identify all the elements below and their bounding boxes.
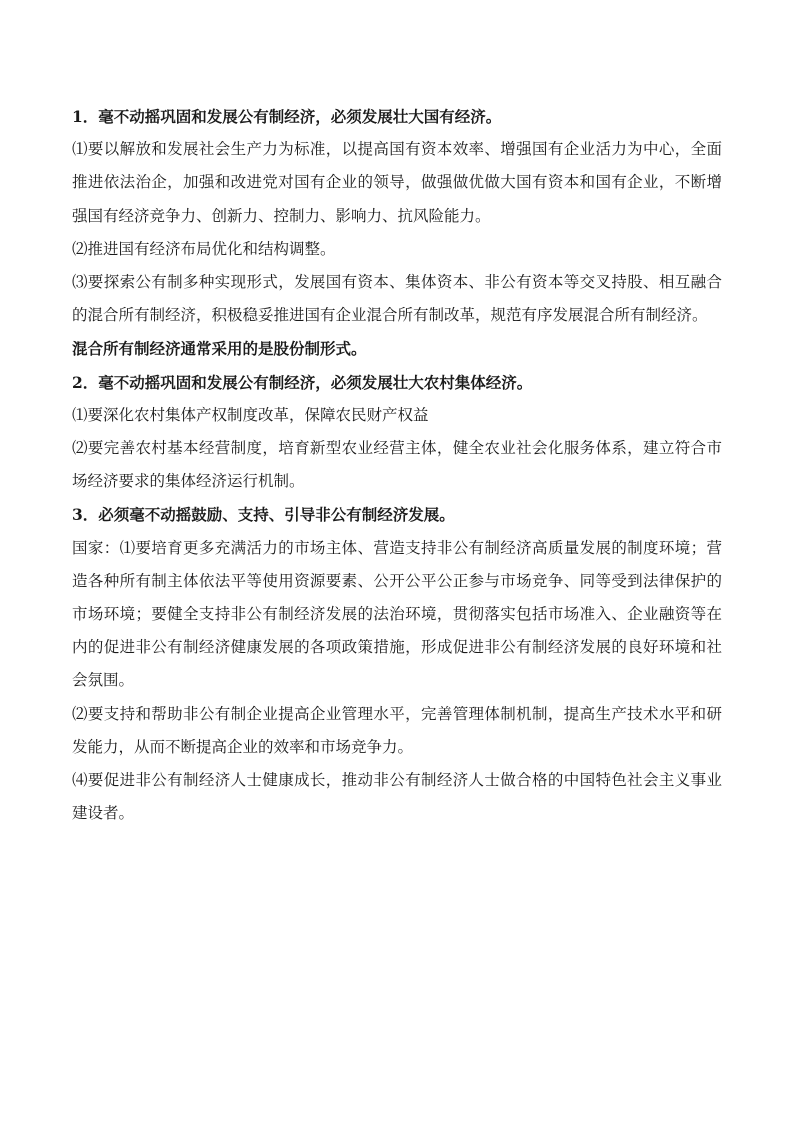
paragraph-1-3: ⑶要探索公有制多种实现形式，发展国有资本、集体资本、非公有资本等交叉持股、相互融合的混合所有制经济，积极稳妥推进国有企业混合所有制改革，规范有序发展混合所有制经济。 <box>72 273 722 325</box>
paragraph-2-2: ⑵要完善农村基本经营制度，培育新型农业经营主体，健全农业社会化服务体系，建立符合市场经济要求的集体经济运行机制。 <box>72 439 722 491</box>
paragraph-2-1: ⑴要深化农村集体产权制度改革，保障农民财产权益 <box>72 405 429 424</box>
bold-note: 混合所有制经济通常采用的是股份制形式。 <box>72 339 367 359</box>
section-heading-2: 2．毫不动摇巩固和发展公有制经济，必须发展壮大农村集体经济。 <box>72 372 533 392</box>
document-body <box>72 100 722 830</box>
paragraph-3-2: ⑵要支持和帮助非公有制企业提高企业管理水平，完善管理体制机制，提高生产技术水平和研发能力，从而不断提高企业的效率和市场竞争力。 <box>72 704 722 756</box>
section-heading-3: 3．必须毫不动摇鼓励、支持、引导非公有制经济发展。 <box>72 505 455 525</box>
paragraph-1-1: ⑴要以解放和发展社会生产力为标准，以提高国有资本效率、增强国有企业活力为中心，全面推进依法治企，加强和改进党对国有企业的领导，做强做优做大国有资本和国有企业，不断增强国有经济竞争力、创新力、控制力、影响力、抗风险能力。 <box>72 140 722 225</box>
paragraph-3-3: ⑷要促进非公有制经济人士健康成长，推动非公有制经济人士做合格的中国特色社会主义事业建设者。 <box>72 771 722 823</box>
paragraph-3-1: 国家：⑴要培育更多充满活力的市场主体、营造支持非公有制经济高质量发展的制度环境；营造各种所有制主体依法平等使用资源要素、公开公平公正参与市场竞争、同等受到法律保护的市场环境；要健全支持非公有制经济发展的法治环境，贯彻落实包括市场准入、企业融资等在内的促进非公有制经济健康发展的各项政策措施，形成促进非公有制经济发展的良好环境和社会氛围。 <box>72 538 722 690</box>
section-heading-1: 1．毫不动摇巩固和发展公有制经济，必须发展壮大国有经济。 <box>72 107 502 126</box>
paragraph-1-2: ⑵推进国有经济布局优化和结构调整。 <box>72 239 336 258</box>
